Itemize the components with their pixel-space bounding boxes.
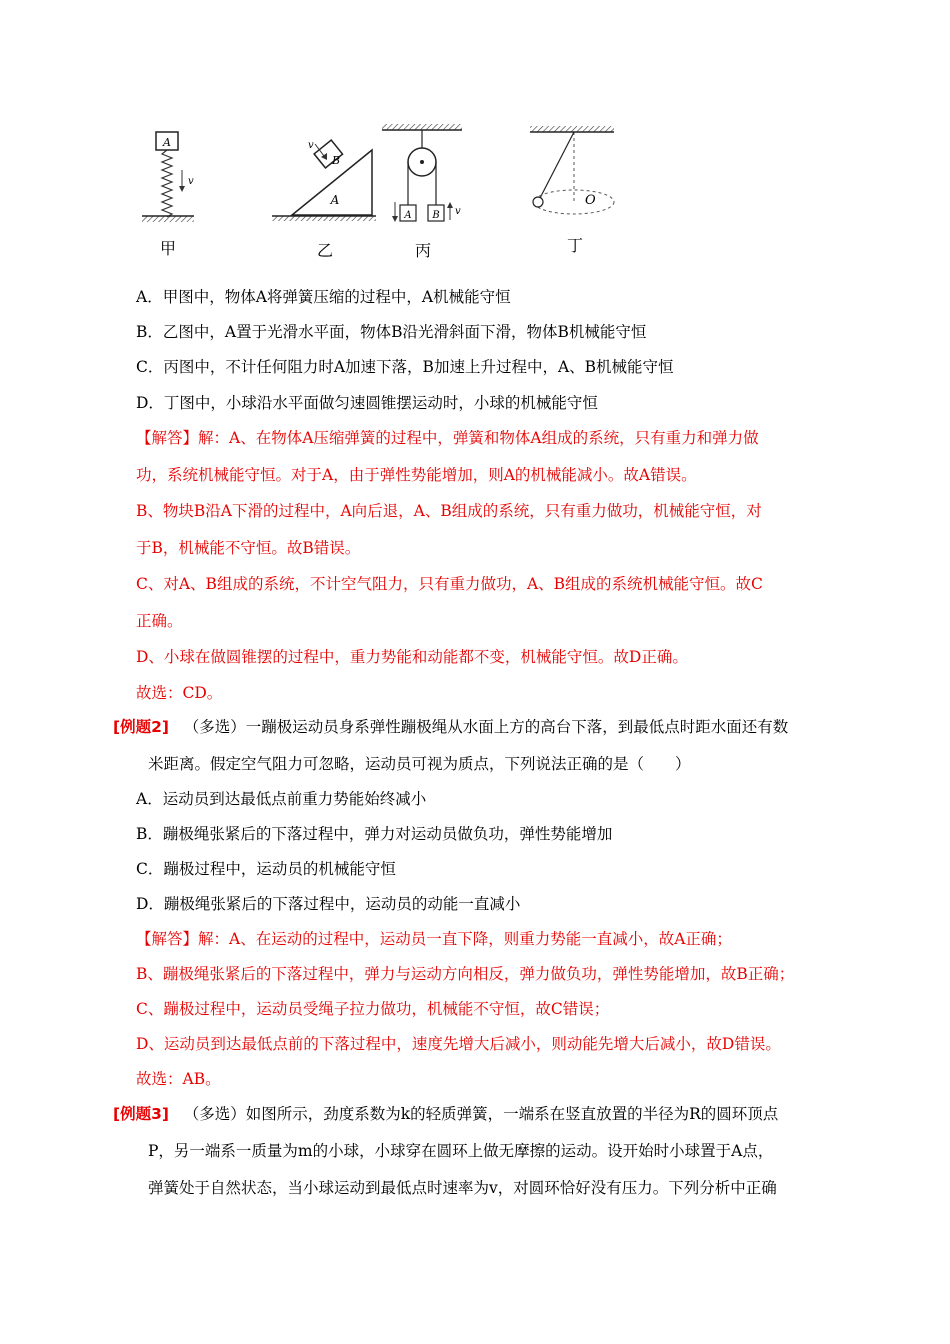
figure-label-yi: 乙	[317, 241, 334, 260]
ex1-answer-line-6: 正确。	[136, 612, 183, 630]
ex2-answer-line-3: C、蹦极过程中，运动员受绳子拉力做功，机械能不守恒，故C错误；	[136, 1000, 610, 1018]
ex1-choice: 故选：CD。	[136, 684, 223, 702]
ex1-option-a: A．甲图中，物体A将弹簧压缩的过程中，A机械能守恒	[136, 288, 511, 306]
spring-velocity-label: v	[188, 176, 194, 187]
ex3-stem-text-1: （多选）如图所示，劲度系数为k的轻质弹簧，一端系在竖直放置的半径为R的圆环顶点	[183, 1105, 779, 1123]
ex2-answer-line-2: B、蹦极绳张紧后的下落过程中，弹力与运动方向相反，弹力做负功，弹性势能增加，故B正确；	[136, 965, 795, 983]
ex3-stem-line-1	[113, 1104, 778, 1124]
pulley-velocity-label: v	[455, 206, 461, 217]
ex2-stem-text-1: （多选）一蹦极运动员身系弹性蹦极绳从水面上方的高台下落，到最低点时距水面还有数	[183, 718, 789, 736]
ex1-answer-line-3: B、物块B沿A下滑的过程中，A向后退，A、B组成的系统，只有重力做功，机械能守恒，对	[136, 502, 762, 520]
ex1-option-c: C．丙图中，不计任何阻力时A加速下落，B加速上升过程中，A、B机械能守恒	[136, 358, 674, 376]
pulley-block-b-label: B	[432, 210, 440, 221]
pulley-block-a-label: A	[404, 210, 412, 221]
ex2-option-c: C．蹦极过程中，运动员的机械能守恒	[136, 860, 396, 878]
figure-label-bing: 丙	[415, 241, 432, 260]
ex3-stem-line-2: P，另一端系一质量为m的小球，小球穿在圆环上做无摩擦的运动。设开始时小球置于A点，	[148, 1142, 774, 1160]
figure-incline	[272, 140, 376, 221]
physics-figures	[130, 120, 630, 260]
ex1-answer-line-4: 于B，机械能不守恒。故B错误。	[136, 539, 361, 557]
pendulum-center-label: O	[585, 193, 596, 208]
figure-pulley	[382, 124, 462, 222]
incline-label: A	[330, 193, 340, 207]
figure-conical-pendulum	[530, 126, 614, 214]
incline-block-label: B	[331, 154, 341, 167]
ex2-tag: [例题2]	[113, 718, 169, 736]
ex1-answer-line-5: C、对A、B组成的系统，不计空气阻力，只有重力做功，A、B组成的系统机械能守恒。故C	[136, 575, 763, 593]
ex2-choice: 故选：AB。	[136, 1070, 221, 1088]
figure-label-jia: 甲	[160, 239, 177, 258]
ex1-answer-line-7: D、小球在做圆锥摆的过程中，重力势能和动能都不变，机械能守恒。故D正确。	[136, 648, 688, 666]
ex2-option-b: B．蹦极绳张紧后的下落过程中，弹力对运动员做负功，弹性势能增加	[136, 825, 613, 843]
figures-svg	[130, 120, 630, 230]
spring-block-label: A	[163, 136, 171, 149]
ex2-stem-line-2: 米距离。假定空气阻力可忽略，运动员可视为质点，下列说法正确的是（ ）	[148, 755, 691, 773]
ex1-answer-line-1: 【解答】解：A、在物体A压缩弹簧的过程中，弹簧和物体A组成的系统，只有重力和弹力做	[136, 429, 759, 447]
ex2-answer-line-4: D、运动员到达最低点前的下落过程中，速度先增大后减小，则动能先增大后减小，故D错误。	[136, 1035, 781, 1053]
figure-label-ding: 丁	[567, 236, 584, 255]
ex3-stem-line-3: 弹簧处于自然状态，当小球运动到最低点时速率为v，对圆环恰好没有压力。下列分析中正确	[148, 1179, 777, 1197]
ex2-option-a: A．运动员到达最低点前重力势能始终减小	[136, 790, 427, 808]
incline-velocity-label: v	[308, 140, 314, 151]
ex2-option-d: D．蹦极绳张紧后的下落过程中，运动员的动能一直减小	[136, 895, 521, 913]
ex2-stem-line-1	[113, 717, 788, 737]
ex3-tag: [例题3]	[113, 1105, 169, 1123]
ex1-option-b: B．乙图中，A置于光滑水平面，物体B沿光滑斜面下滑，物体B机械能守恒	[136, 323, 647, 341]
ex1-option-d: D．丁图中，小球沿水平面做匀速圆锥摆运动时，小球的机械能守恒	[136, 394, 598, 412]
figure-spring	[142, 132, 194, 222]
ex2-answer-line-1: 【解答】解：A、在运动的过程中，运动员一直下降，则重力势能一直减小，故A正确；	[136, 930, 732, 948]
ex1-answer-line-2: 功，系统机械能守恒。对于A，由于弹性势能增加，则A的机械能减小。故A错误。	[136, 466, 697, 484]
